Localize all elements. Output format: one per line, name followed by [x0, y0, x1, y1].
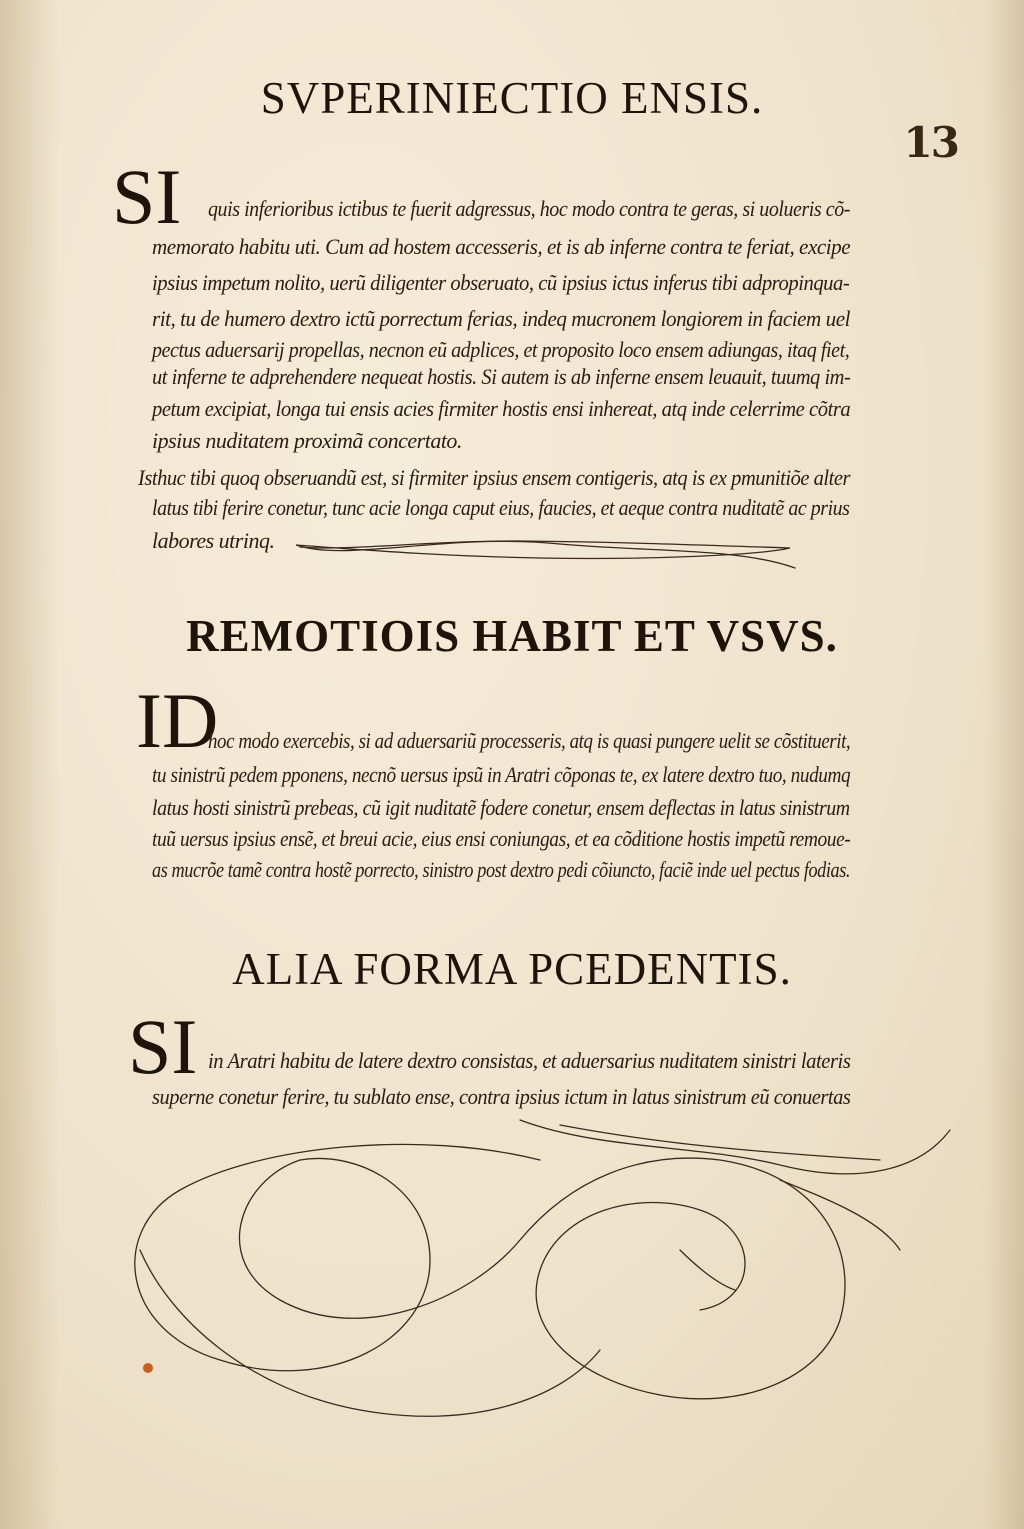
- text-line: memorato habitu uti. Cum ad hostem accesseris, et is ab inferne contra te feriat, excipe: [152, 234, 851, 259]
- text-line: latus tibi ferire conetur, tunc acie longa caput eius, faucies, et aeque contra nuditatẽ ac prius: [152, 495, 850, 520]
- text-line: petum excipiat, longa tui ensis acies firmiter hostis ensi inhereat, atq inde celerrime cõtra: [152, 396, 851, 421]
- text-line: tuũ uersus ipsius ensẽ, et breui acie, eius ensi coniungas, et ea cõditione hostis impetũ remoue-: [152, 826, 851, 851]
- text-line: Isthuc tibi quoq obseruandũ est, si firmiter ipsius ensem contigeris, atq is ex pmunitiõe alter: [138, 465, 851, 490]
- text-line: ut inferne te adprehendere nequeat hostis. Si autem is ab inferne ensem leuauit, tuumq im-: [152, 364, 851, 389]
- text-line: tu sinistrũ pedem pponens, necnõ uersus ipsũ in Aratri cõponas te, ex latere dextro tuo, nudumq: [152, 762, 851, 787]
- text-line: hoc modo exercebis, si ad aduersariũ processeris, atq is quasi pungere uelit se cõstituerit,: [208, 728, 851, 753]
- drop-initial: SI: [128, 1003, 198, 1090]
- text-line: quis inferioribus ictibus te fuerit adgressus, hoc modo contra te geras, si uolueris cõ-: [208, 196, 850, 221]
- text-line: ipsius nuditatem proximã concertato.: [152, 428, 462, 453]
- text-line: in Aratri habitu de latere dextro consistas, et aduersarius nuditatem sinistri lateris: [208, 1048, 851, 1073]
- text-line: as mucrõe tamẽ contra hostẽ porrecto, sinistro post dextro pedi cõiuncto, faciẽ inde uel pectus fodias.: [152, 857, 851, 882]
- section-heading: SVPERINIECTIO ENSIS.: [260, 73, 764, 123]
- text-line: superne conetur ferire, tu sublato ense, contra ipsius ictum in latus sinistrum eũ conuertas: [152, 1084, 851, 1109]
- section-heading: ALIA FORMA PCEDENTIS.: [232, 944, 792, 994]
- section-heading: REMOTIOIS HABIT ET VSVS.: [186, 611, 838, 661]
- text-line: labores utrinq.: [152, 528, 275, 553]
- page-number: 13: [903, 118, 958, 167]
- text-line: latus hosti sinistrũ prebeas, cũ igit nuditatẽ fodere conetur, ensem deflectas in latus sinistrum: [152, 795, 850, 820]
- text-line: rit, tu de humero dextro ictũ porrectum ferias, indeq mucronem longiorem in faciem uel: [152, 306, 850, 331]
- drop-initial: ID: [136, 677, 219, 764]
- text-line: ipsius impetum nolito, uerũ diligenter obseruato, cũ ipsius ictus inferus tibi adpropinqua-: [152, 270, 850, 295]
- drop-initial: SI: [112, 153, 182, 240]
- text-line: pectus aduersarij propellas, necnon eũ adplices, et proposito loco ensem adiungas, itaq fiet,: [152, 337, 850, 362]
